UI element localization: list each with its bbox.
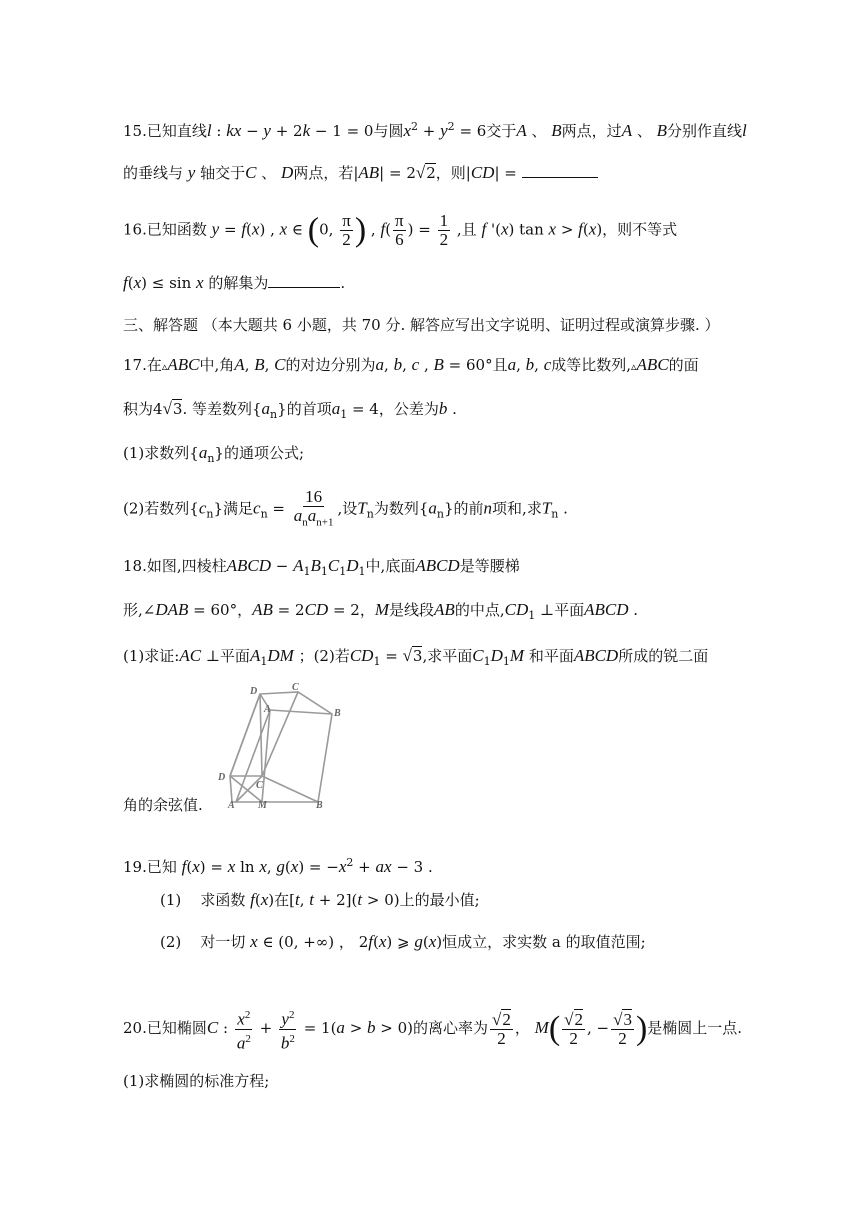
q16-number: 16. — [123, 220, 147, 239]
svg-text:D: D — [250, 686, 258, 697]
svg-text:A: A — [228, 800, 235, 811]
q16-line2: f(x) ≤ sin x 的解集为 . — [123, 273, 346, 292]
q16-line1: 16.已知函数 y = f(x) , x ∈ (0, $\frac{\pi}{2}$ ) , f( $\frac{\pi}{6}$ ) = $\frac{1}{2}$ ,且 f '(x) tan x > f(x)，则不等式 — [123, 211, 678, 249]
q17-line1: 17.在▵ABC中,角A, B, C的对边分别为a, b, c , B = 60°且a, b, c成等比数列,▵ABC的面 — [123, 355, 699, 374]
svg-text:C: C — [292, 682, 299, 693]
q15-number: 15. — [123, 122, 147, 140]
q18-line3: (1)求证:AC ⊥平面$A_1DM$ ；(2)若$CD_1 = √3$,求平面$C_1D_1M$ 和平面ABCD所成的锐二面 — [123, 646, 709, 668]
edge-a1-a — [236, 710, 270, 802]
svg-text:D: D — [218, 772, 226, 783]
prism-figure — [200, 682, 341, 811]
edge-a1-b1 — [270, 710, 332, 714]
edge-d1-c — [260, 694, 262, 776]
q18-line4: 角的余弦值. — [123, 796, 203, 814]
svg-text:B: B — [316, 800, 323, 811]
section-heading: 三、解答题 （本大题共 6 小题，共 70 分. 解答应写出文字说明、证明过程或演算步骤. ） — [123, 316, 720, 334]
answer-blank-15 — [522, 163, 598, 178]
q19-part1: (1) 求函数 f(x)在[t, t + 2](t > 0)上的最小值; — [160, 890, 480, 909]
edge-a1-m — [262, 710, 270, 802]
svg-text:M: M — [258, 800, 267, 811]
edge-c-b — [262, 776, 318, 802]
svg-text:B: B — [334, 708, 341, 719]
q18-line1: 18.如图,四棱柱ABCD − $A_1B_1C_1D_1$中,底面ABCD是等腰梯 — [123, 556, 520, 578]
q19-line1: 19.已知 f(x) = x ln x, $g(x) = -x^2$ + ax − 3 . — [123, 856, 433, 876]
svg-text:C: C — [256, 780, 263, 791]
q17-line2: 积为4√3. 等差数列$\{a_n\}$的首项$a_1 = 4$，公差为b . — [123, 399, 457, 421]
edge-d1-d — [230, 694, 260, 776]
answer-blank-16 — [268, 273, 340, 288]
q15-line1: 15.已知直线l : kx − y + 2k − 1 = 0与圆$x^2 + y^2 = 6$交于A 、 B两点，过A 、 B分别作直线l — [123, 120, 747, 140]
q15-line2: 的垂线与 y 轴交于C 、 D两点，若|AB| = 2√2，则|CD| = — [123, 162, 598, 184]
q17-part2: (2)若数列$\{c_n\}$满足$c_n$ = $\frac{16}{a_na_{n+1}}$ ,设$T_n$为数列$\{a_n\}$的前n项和,求$T_n$ . — [123, 487, 568, 529]
q17-part1: (1)求数列$\{a_n\}$的通项公式; — [123, 443, 305, 465]
q20-part1: (1)求椭圆的标准方程; — [123, 1072, 270, 1090]
svg-text:A: A — [264, 704, 271, 715]
q19-part2: (2) 对一切 x ∈ (0, +∞) ， 2f(x) ⩾ g(x)恒成立，求实数 a 的取值范围; — [160, 932, 646, 951]
q18-line2: 形,∠DAB = 60°，AB = 2CD = 2，M是线段AB的中点$,CD_1$ ⊥平面ABCD . — [123, 600, 639, 622]
q20-line1: 20.已知椭圆C : $\frac{x^2}{a^2}$ + $\frac{y^2}{b^2}$ = 1(a > b > 0)的离心率为 $\frac{√2}{2}$ ， M( $\frac{√2}{2}$ , − $\frac{√3}{2}$ )是椭圆上一点. — [123, 1006, 742, 1052]
